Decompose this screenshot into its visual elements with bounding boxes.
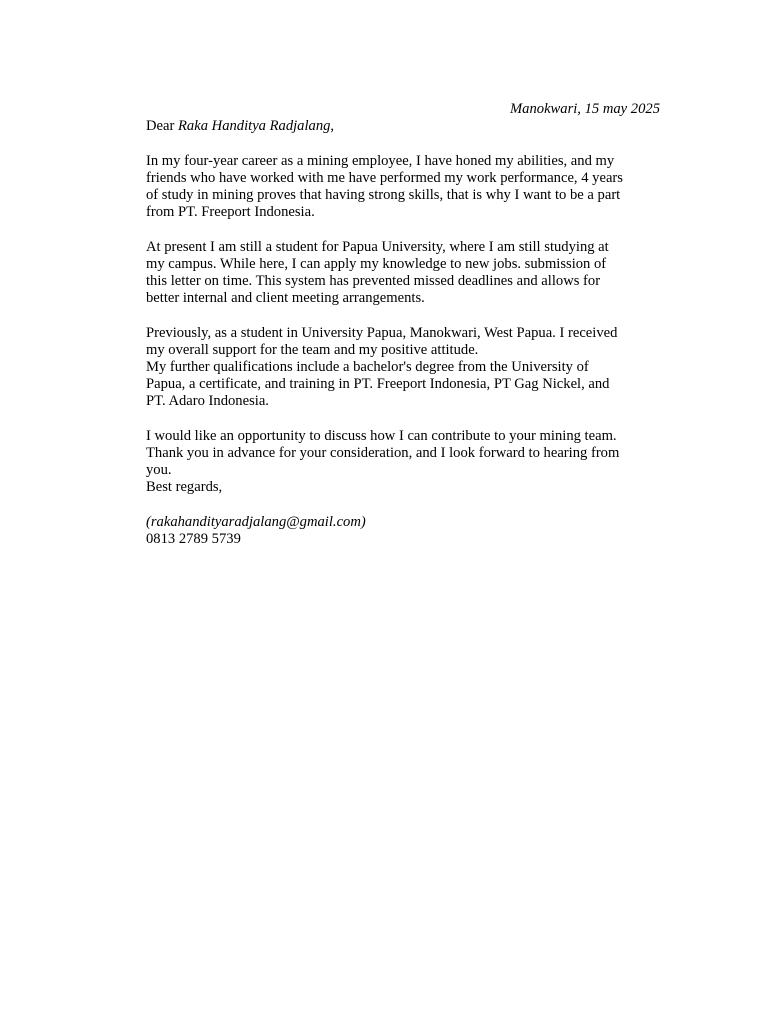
paragraph-line: friends who have worked with me have performed my work performance, 4 years	[146, 169, 623, 186]
salutation	[146, 118, 660, 135]
paragraph-line: you.	[146, 462, 172, 479]
paragraph-line: my overall support for the team and my positive attitude.	[146, 341, 479, 358]
place-and-date: Manokwari, 15 may 2025	[510, 101, 660, 117]
paragraph-career	[146, 153, 660, 222]
paragraph-line: my campus. While here, I can apply my knowledge to new jobs. submission of	[146, 255, 607, 272]
paragraph-line: from PT. Freeport Indonesia.	[146, 204, 315, 221]
cover-letter	[146, 101, 660, 548]
paragraph-line: Thank you in advance for your consideration, and I look forward to hearing from	[146, 445, 620, 461]
paragraph-line: In my four-year career as a mining employee, I have honed my abilities, and my	[146, 152, 615, 169]
contact-phone: 0813 2789 5739	[146, 531, 241, 547]
paragraph-qualifications	[146, 325, 660, 411]
contact-email: (rakahandityaradjalang@gmail.com)	[146, 513, 366, 530]
recipient-name: Raka Handitya Radjalang	[178, 118, 331, 135]
sign-off: Best regards,	[146, 479, 223, 496]
paragraph-line: this letter on time. This system has prevented missed deadlines and allows for	[146, 273, 601, 289]
paragraph-line: Previously, as a student in University Papua, Manokwari, West Papua. I received	[146, 324, 618, 341]
paragraph-line: better internal and client meeting arrangements.	[146, 290, 425, 307]
paragraph-line: I would like an opportunity to discuss how I can contribute to your mining team.	[146, 427, 617, 444]
paragraph-line: My further qualifications include a bachelor's degree from the University of	[146, 359, 589, 375]
paragraph-line: PT. Adaro Indonesia.	[146, 393, 269, 410]
paragraph-line: Papua, a certificate, and training in PT. Freeport Indonesia, PT Gag Nickel, and	[146, 376, 610, 393]
paragraph-line: of study in mining proves that having strong skills, that is why I want to be a part	[146, 187, 621, 203]
paragraph-present-study	[146, 239, 660, 308]
paragraph-line: At present I am still a student for Papua University, where I am still studying at	[146, 238, 609, 255]
salutation-prefix: Dear	[146, 118, 179, 135]
paragraph-closing-request	[146, 428, 660, 480]
salutation-comma: ,	[330, 118, 335, 135]
